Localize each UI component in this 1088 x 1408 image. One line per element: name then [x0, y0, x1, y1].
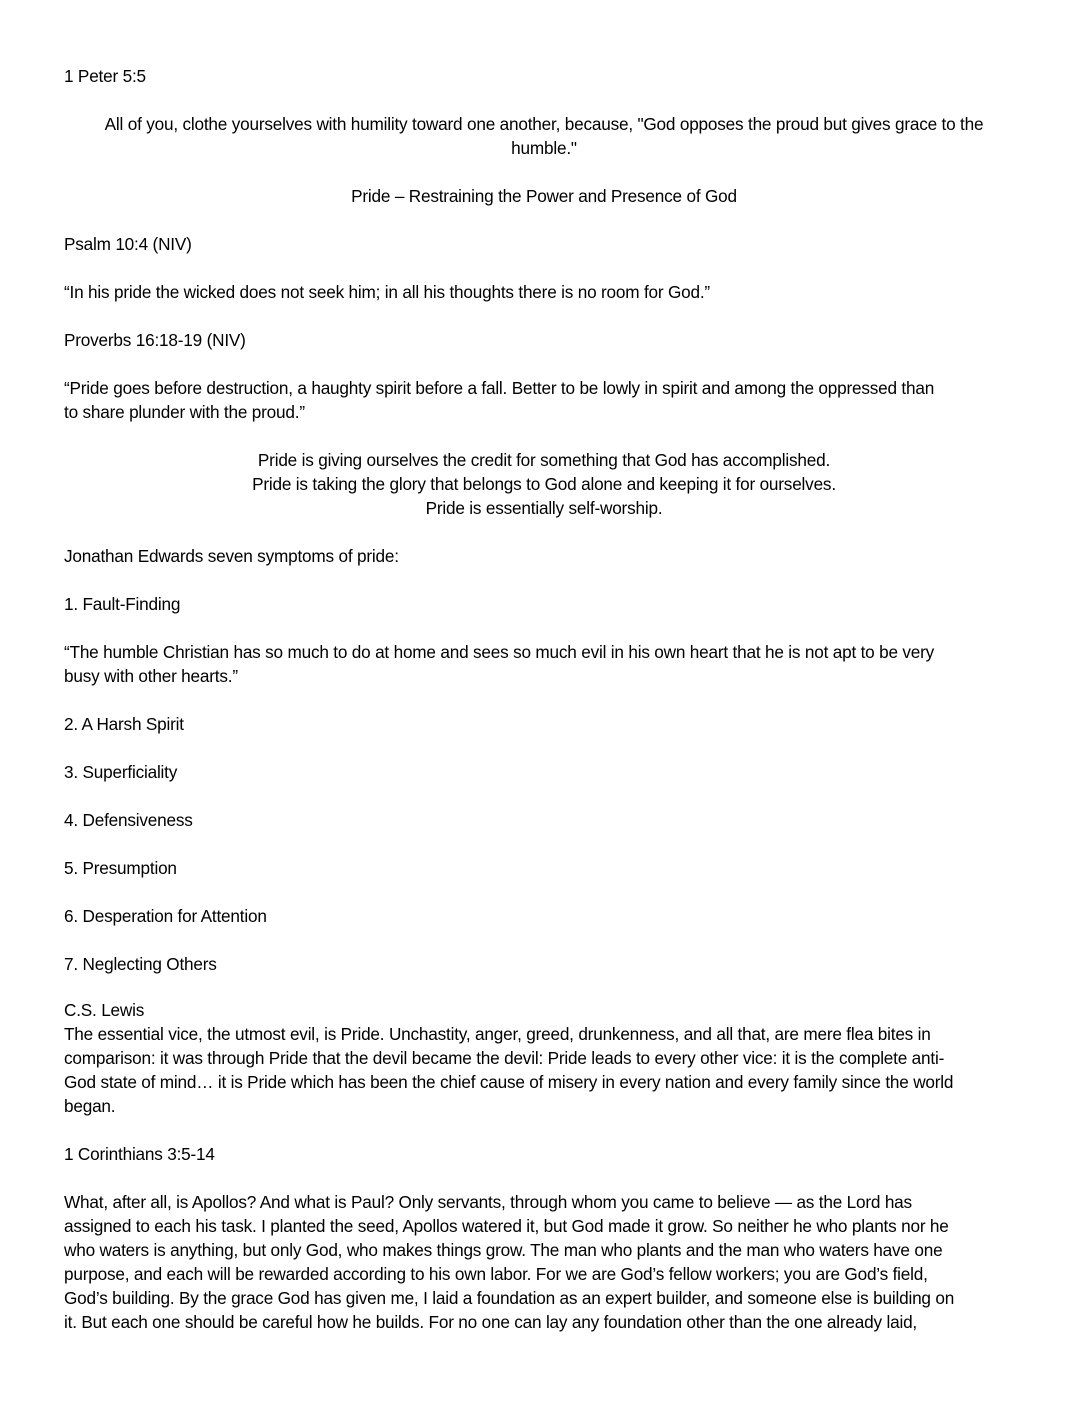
- verse-corinthians-line-1: What, after all, is Apollos? And what is Paul? Only servants, through whom you came to believe — as the Lord has: [64, 1192, 912, 1212]
- lewis-quote-line-1: The essential vice, the utmost evil, is Pride. Unchastity, anger, greed, drunkenness, and all that, are mere flea bites in: [64, 1024, 931, 1044]
- pride-definition-1: Pride is giving ourselves the credit for something that God has accomplished.: [257, 450, 831, 470]
- symptom-item: 7. Neglecting Others: [64, 954, 217, 974]
- symptom-item: 1. Fault-Finding: [64, 594, 181, 614]
- humble-quote-line-2: busy with other hearts.”: [64, 666, 238, 686]
- scripture-reference-1-peter: 1 Peter 5:5: [64, 66, 146, 86]
- edwards-heading: Jonathan Edwards seven symptoms of pride:: [64, 546, 399, 566]
- lewis-quote-line-3: God state of mind… it is Pride which has been the chief cause of misery in every nation and every family since the world: [64, 1072, 954, 1092]
- symptom-item: 4. Defensiveness: [64, 810, 193, 830]
- verse-proverbs-line-1: “Pride goes before destruction, a haughty spirit before a fall. Better to be lowly in spirit and among the oppressed than: [64, 378, 935, 398]
- sermon-title: Pride – Restraining the Power and Presence of God: [351, 186, 737, 206]
- pride-definition-2: Pride is taking the glory that belongs to God alone and keeping it for ourselves.: [252, 474, 836, 494]
- verse-corinthians-line-2: assigned to each his task. I planted the seed, Apollos watered it, but God made it grow. So neither he who plants nor he: [64, 1216, 949, 1236]
- document-page: [64, 0, 1024, 1408]
- lewis-quote-line-2: comparison: it was through Pride that the devil became the devil: Pride leads to every other vice: it is the complete anti-: [64, 1048, 945, 1068]
- symptom-item: 3. Superficiality: [64, 762, 178, 782]
- pride-definition-3: Pride is essentially self-worship.: [425, 498, 663, 518]
- verse-corinthians-line-3: who waters is anything, but only God, who makes things grow. The man who plants and the man who waters have one: [64, 1240, 943, 1260]
- lewis-quote-line-4: began.: [64, 1096, 116, 1116]
- lewis-attribution: C.S. Lewis: [64, 1000, 145, 1020]
- verse-1-peter-line-2: humble.": [511, 138, 577, 158]
- symptom-item: 2. A Harsh Spirit: [64, 714, 184, 734]
- scripture-reference-psalm: Psalm 10:4 (NIV): [64, 234, 192, 254]
- scripture-reference-corinthians: 1 Corinthians 3:5-14: [64, 1144, 215, 1164]
- verse-psalm: “In his pride the wicked does not seek him; in all his thoughts there is no room for God.”: [64, 282, 710, 302]
- verse-corinthians-line-5: God’s building. By the grace God has given me, I laid a foundation as an expert builder, and someone else is building on: [64, 1288, 955, 1308]
- verse-proverbs-line-2: to share plunder with the proud.”: [64, 402, 305, 422]
- symptom-item: 6. Desperation for Attention: [64, 906, 267, 926]
- humble-quote-line-1: “The humble Christian has so much to do at home and sees so much evil in his own heart that he is not apt to be very: [64, 642, 935, 662]
- verse-corinthians-line-6: it. But each one should be careful how he builds. For no one can lay any foundation other than the one already laid,: [64, 1312, 918, 1332]
- scripture-reference-proverbs: Proverbs 16:18-19 (NIV): [64, 330, 246, 350]
- verse-corinthians-line-4: purpose, and each will be rewarded according to his own labor. For we are God’s fellow workers; you are God’s field,: [64, 1264, 928, 1284]
- verse-1-peter-line-1: All of you, clothe yourselves with humility toward one another, because, "God opposes the proud but gives grace to the: [104, 114, 984, 134]
- symptom-item: 5. Presumption: [64, 858, 177, 878]
